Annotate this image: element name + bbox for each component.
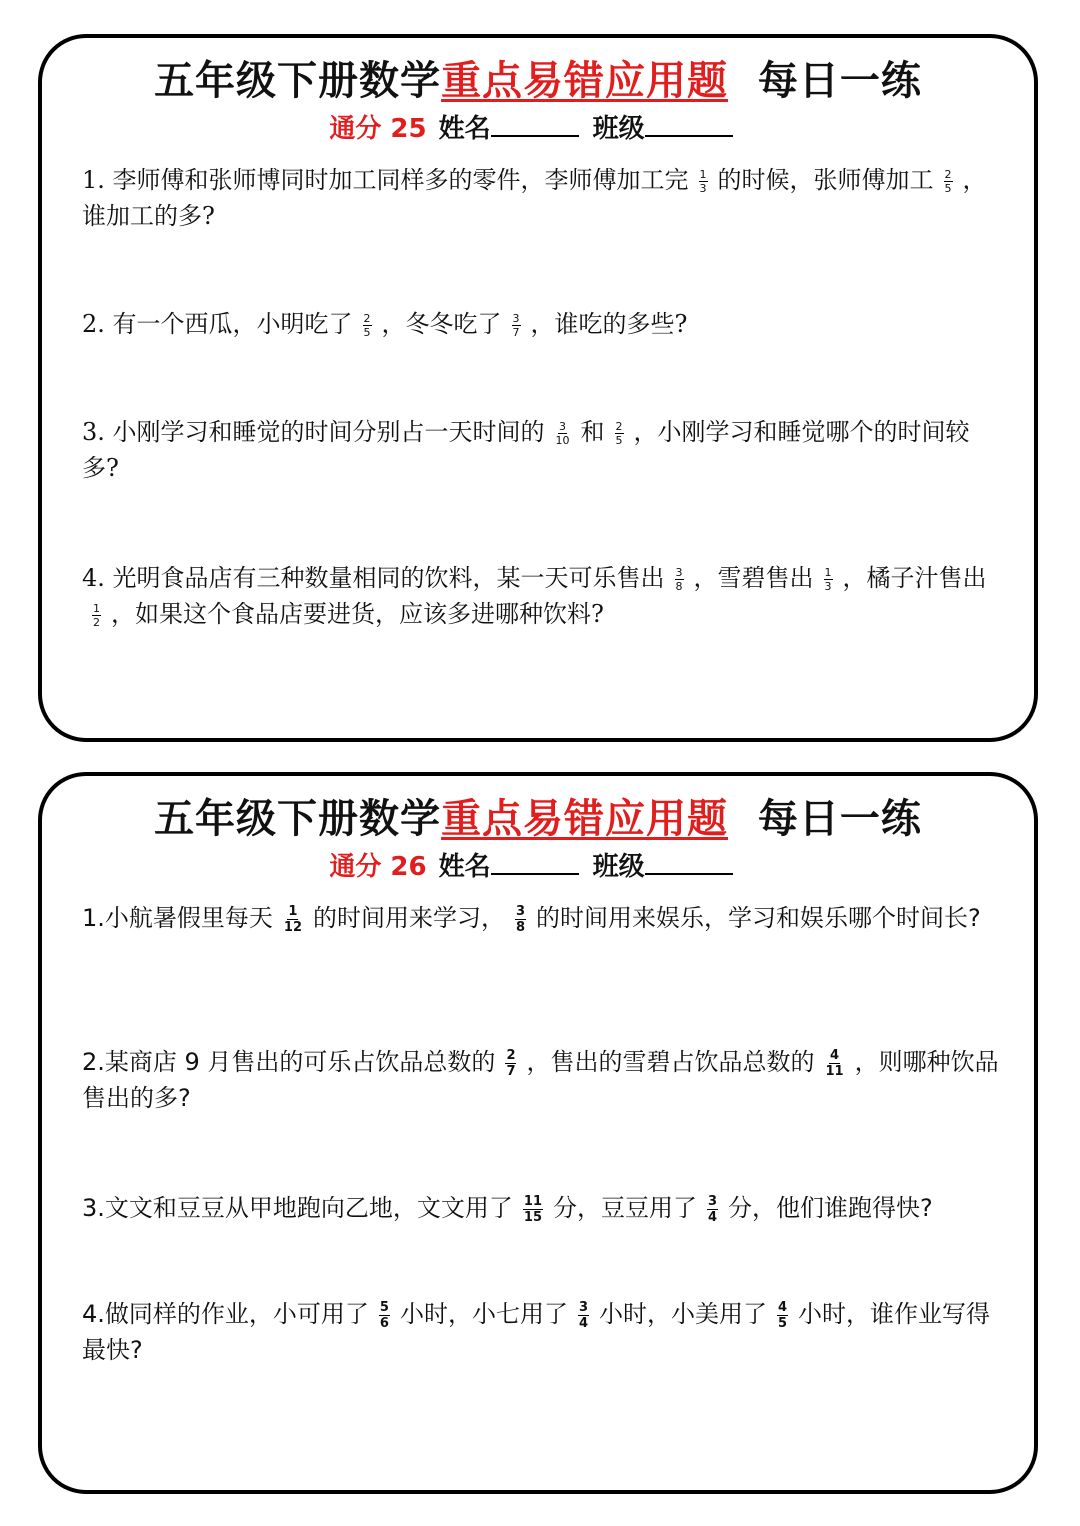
- fraction-denominator: 8: [516, 919, 526, 935]
- fraction-numerator: 5: [379, 1299, 389, 1315]
- question-text: 小时，谁作业写得最快?: [82, 1300, 991, 1364]
- fraction: [777, 1301, 788, 1330]
- fraction-numerator: 3: [559, 420, 567, 433]
- question-text: 的时间用来学习，: [313, 904, 505, 932]
- question-text: 的时间用来娱乐，学习和娱乐哪个时间长?: [536, 904, 981, 932]
- fraction-denominator: 3: [699, 182, 707, 195]
- worksheet-card-26: [38, 772, 1038, 1494]
- fraction-denominator: 6: [379, 1315, 389, 1331]
- question-text: 3. 小刚学习和睡觉的时间分别占一天时间的: [82, 418, 545, 446]
- fraction-denominator: 10: [555, 434, 570, 447]
- question-text: 2.某商店 9 月售出的可乐占饮品总数的: [82, 1048, 496, 1076]
- fraction-numerator: 2: [615, 420, 623, 433]
- question-4: [82, 560, 1002, 632]
- fraction-denominator: 2: [93, 616, 100, 629]
- title-highlight: 重点易错应用题: [441, 58, 729, 104]
- fraction-numerator: 4: [778, 1299, 788, 1315]
- fraction-numerator: 3: [516, 903, 526, 919]
- question-4: [82, 1296, 1002, 1368]
- fraction: [615, 421, 624, 446]
- fraction: [515, 905, 526, 934]
- fraction: [824, 1049, 844, 1078]
- fraction-numerator: 1: [699, 168, 707, 181]
- tongfen-label: 通分 25: [329, 114, 427, 144]
- title-prefix: 五年级下册数学: [154, 58, 442, 104]
- title-highlight: 重点易错应用题: [441, 796, 729, 842]
- fraction-numerator: 1: [824, 566, 832, 579]
- fraction: [555, 421, 571, 446]
- fraction-denominator: 7: [512, 326, 520, 339]
- fraction-denominator: 5: [615, 434, 623, 447]
- fraction: [363, 313, 372, 338]
- fraction-denominator: 4: [708, 1209, 718, 1225]
- question-text: ，冬冬吃了: [381, 310, 502, 338]
- fraction: [379, 1301, 390, 1330]
- question-text: ，则哪种饮品售出的多?: [82, 1048, 999, 1112]
- fraction-denominator: 3: [824, 580, 832, 593]
- fraction: [675, 567, 684, 592]
- fraction: [944, 169, 953, 194]
- class-label: 班级: [592, 852, 645, 882]
- question-text: ，橘子汁售出: [842, 564, 987, 592]
- question-text: ，售出的雪碧占饮品总数的: [526, 1048, 815, 1076]
- question-text: ，小刚学习和睡觉哪个的时间较多?: [82, 418, 970, 482]
- question-2: [82, 306, 1002, 342]
- question-text: 小时，小七用了: [399, 1300, 568, 1328]
- fraction: [505, 1049, 516, 1078]
- fraction-numerator: 1: [93, 602, 100, 615]
- fraction-numerator: 4: [830, 1047, 840, 1063]
- question-text: 2. 有一个西瓜，小明吃了: [82, 310, 353, 338]
- fraction: [578, 1301, 589, 1330]
- question-1: [82, 162, 1002, 234]
- fraction-denominator: 5: [778, 1315, 788, 1331]
- worksheet-title: [42, 56, 1034, 106]
- fraction-denominator: 4: [578, 1315, 588, 1331]
- name-blank[interactable]: [491, 111, 579, 137]
- fraction: [92, 603, 101, 628]
- fraction-denominator: 8: [675, 580, 683, 593]
- fraction-denominator: 15: [523, 1209, 542, 1225]
- fraction-numerator: 2: [506, 1047, 516, 1063]
- name-label: 姓名: [438, 114, 491, 144]
- worksheet-subtitle: [42, 848, 1034, 886]
- fraction-denominator: 5: [363, 326, 371, 339]
- fraction: [824, 567, 833, 592]
- title-prefix: 五年级下册数学: [154, 796, 442, 842]
- fraction-denominator: 5: [944, 182, 952, 195]
- fraction-numerator: 11: [523, 1193, 542, 1209]
- fraction-denominator: 7: [506, 1063, 516, 1079]
- question-text: 4.做同样的作业，小可用了: [82, 1300, 369, 1328]
- fraction-denominator: 11: [825, 1063, 844, 1079]
- worksheet-subtitle: [42, 110, 1034, 148]
- class-blank[interactable]: [645, 111, 733, 137]
- fraction: [699, 169, 708, 194]
- fraction-numerator: 2: [944, 168, 952, 181]
- fraction-numerator: 3: [708, 1193, 718, 1209]
- question-text: 3.文文和豆豆从甲地跑向乙地，文文用了: [82, 1194, 513, 1222]
- fraction: [523, 1195, 543, 1224]
- fraction-numerator: 3: [578, 1299, 588, 1315]
- name-blank[interactable]: [491, 849, 579, 875]
- fraction-numerator: 2: [363, 312, 371, 325]
- question-2: [82, 1044, 1002, 1116]
- title-suffix: 每日一练: [757, 58, 922, 104]
- question-text: ，谁吃的多些?: [530, 310, 688, 338]
- worksheet-card-25: [38, 34, 1038, 742]
- fraction-denominator: 12: [283, 919, 302, 935]
- question-text: 4. 光明食品店有三种数量相同的饮料，某一天可乐售出: [82, 564, 665, 592]
- fraction: [707, 1195, 718, 1224]
- fraction-numerator: 1: [288, 903, 298, 919]
- question-3: [82, 414, 1002, 486]
- name-label: 姓名: [438, 852, 491, 882]
- question-text: 1.小航暑假里每天: [82, 904, 273, 932]
- question-text: 小时，小美用了: [599, 1300, 767, 1328]
- fraction-numerator: 3: [512, 312, 520, 325]
- question-text: 分，他们谁跑得快?: [728, 1194, 933, 1222]
- question-text: 和: [580, 418, 605, 446]
- class-label: 班级: [592, 114, 645, 144]
- class-blank[interactable]: [645, 849, 733, 875]
- question-text: ，如果这个食品店要进货，应该多进哪种饮料?: [111, 600, 604, 628]
- question-text: ，雪碧售出: [693, 564, 814, 592]
- question-text: ，谁加工的多?: [82, 166, 987, 230]
- title-suffix: 每日一练: [757, 796, 922, 842]
- question-text: 分，豆豆用了: [553, 1194, 697, 1222]
- question-3: [82, 1190, 1002, 1226]
- fraction: [283, 905, 303, 934]
- fraction: [512, 313, 521, 338]
- worksheet-title: [42, 794, 1034, 844]
- question-text: 1. 李师傅和张师博同时加工同样多的零件，李师傅加工完: [82, 166, 689, 194]
- fraction-numerator: 3: [675, 566, 683, 579]
- question-text: 的时候，张师傅加工: [717, 166, 934, 194]
- question-1: [82, 900, 1002, 936]
- tongfen-label: 通分 26: [329, 852, 427, 882]
